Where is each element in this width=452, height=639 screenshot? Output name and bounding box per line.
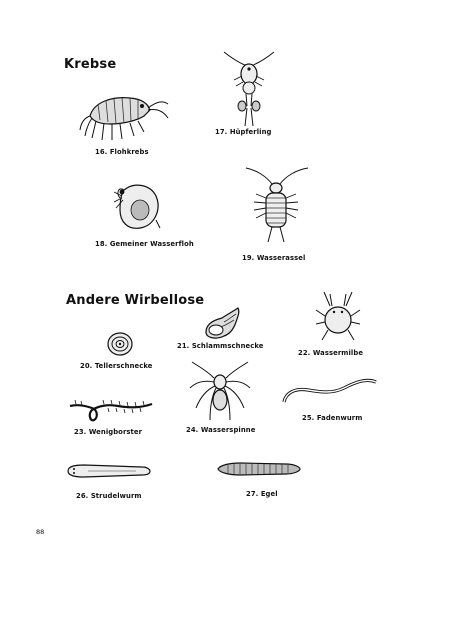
caption-wassermilbe [298,349,363,357]
caption-wasserspinne [186,426,255,434]
caption-name: Flohkrebs [109,148,149,156]
caption-egel [246,490,278,498]
caption-flohkrebs [95,148,149,156]
caption-name: Egel [260,490,278,498]
caption-name: Wasserspinne [200,426,256,434]
oligochaete-worm-icon [68,394,154,424]
caption-name: Strudelwurm [90,492,142,500]
section-heading-andere-wirbellose: Andere Wirbellose [66,293,205,308]
caption-number: 18. [95,240,108,248]
caption-number: 22. [298,349,311,357]
daphnia-icon [112,180,162,232]
caption-wenigborster [74,428,142,436]
caption-number: 23. [74,428,87,436]
copepod-icon [220,50,278,128]
caption-name: Fadenwurm [316,414,363,422]
caption-tellerschnecke [80,362,153,370]
caption-wasserassel [242,254,305,262]
caption-name: Wassermilbe [312,349,364,357]
caption-schlammschnecke [177,342,264,350]
caption-strudelwurm [76,492,142,500]
nematode-icon [280,372,380,408]
caption-number: 27. [246,490,259,498]
section-heading-krebse: Krebse [64,57,117,72]
caption-number: 17. [215,128,228,136]
ramshorn-snail-icon [106,331,134,357]
caption-number: 20. [80,362,93,370]
isopod-icon [244,166,310,252]
water-mite-icon [314,290,362,344]
flatworm-icon [64,462,152,480]
leech-icon [216,460,302,478]
caption-name: Tellerschnecke [94,362,153,370]
caption-wasserfloh [95,240,194,248]
caption-name: Wasserassel [256,254,306,262]
caption-huepferling [215,128,272,136]
amphipod-icon [78,90,170,142]
caption-name: Schlammschnecke [191,342,264,350]
caption-fadenwurm [302,414,362,422]
caption-number: 19. [242,254,255,262]
caption-name: Wenigborster [88,428,143,436]
pond-snail-icon [200,304,248,340]
caption-number: 21. [177,342,190,350]
caption-number: 26. [76,492,89,500]
caption-name: Gemeiner Wasserfloh [109,240,194,248]
caption-number: 25. [302,414,315,422]
caption-name: Hüpferling [229,128,272,136]
caption-number: 16. [95,148,108,156]
caption-number: 24. [186,426,199,434]
water-spider-icon [188,360,252,422]
page-number: 88 [36,528,45,536]
